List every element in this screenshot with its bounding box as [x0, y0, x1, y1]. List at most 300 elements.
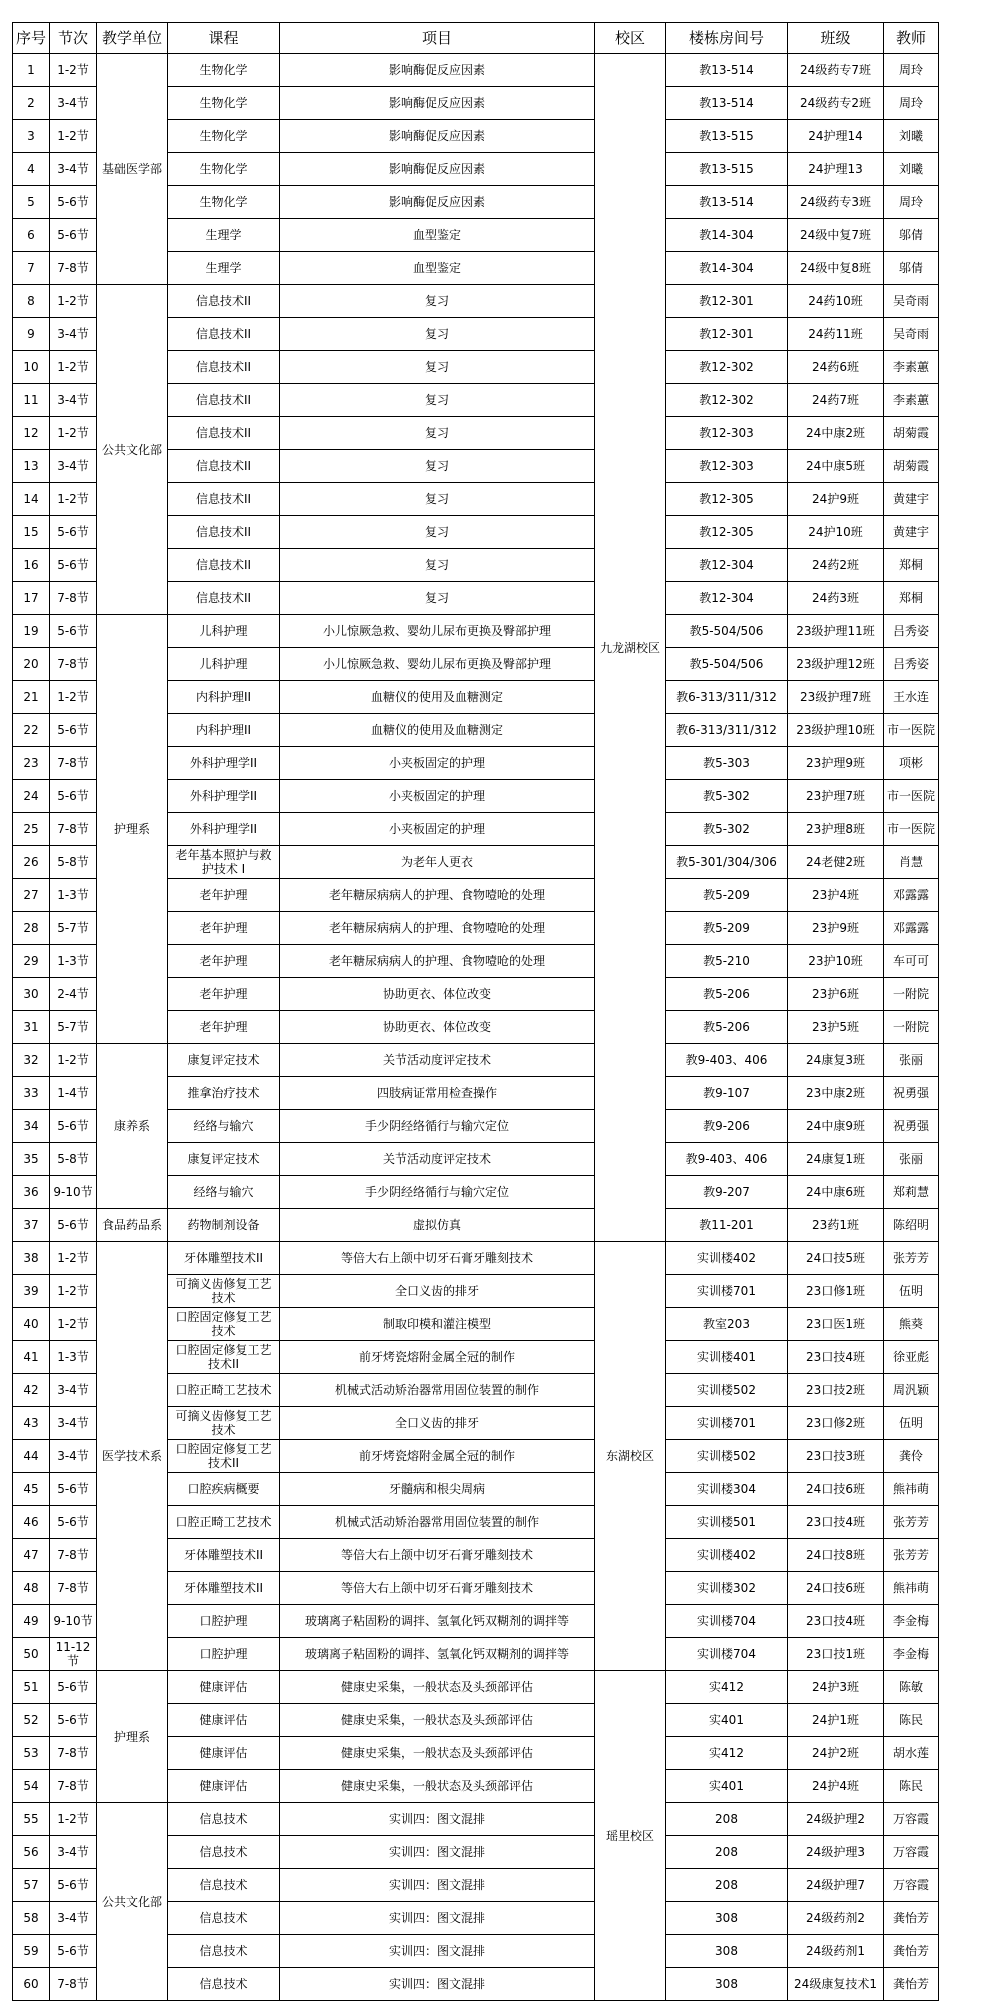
teacher-cell: 吴奇雨	[884, 285, 939, 318]
teacher-cell: 吕秀姿	[884, 648, 939, 681]
class-cell: 23护5班	[788, 1011, 884, 1044]
class-cell: 23护6班	[788, 978, 884, 1011]
room-cell: 实训楼502	[666, 1440, 788, 1473]
class-cell: 23护4班	[788, 879, 884, 912]
course-cell: 信息技术II	[168, 483, 280, 516]
teacher-cell: 陈民	[884, 1770, 939, 1803]
project-cell: 健康史采集，一般状态及头颈部评估	[280, 1671, 595, 1704]
class-cell: 24级中复7班	[788, 219, 884, 252]
project-cell: 小儿惊厥急救、婴幼儿尿布更换及臀部护理	[280, 615, 595, 648]
unit-cell: 康养系	[97, 1044, 168, 1209]
table-row	[13, 1803, 939, 1836]
project-cell: 复习	[280, 483, 595, 516]
room-cell: 教12-303	[666, 450, 788, 483]
project-cell: 实训四：图文混排	[280, 1869, 595, 1902]
period-cell: 5-8节	[50, 1143, 97, 1176]
teacher-cell: 张芳芳	[884, 1539, 939, 1572]
teacher-cell: 祝勇强	[884, 1077, 939, 1110]
class-cell: 24口技6班	[788, 1473, 884, 1506]
room-cell: 教5-206	[666, 978, 788, 1011]
period-cell: 3-4节	[50, 384, 97, 417]
class-cell: 24口技6班	[788, 1572, 884, 1605]
campus-cell: 东湖校区	[595, 1242, 666, 1671]
teacher-cell: 李素蕙	[884, 384, 939, 417]
period-cell: 1-2节	[50, 1803, 97, 1836]
room-cell: 教9-403、406	[666, 1044, 788, 1077]
project-cell: 复习	[280, 285, 595, 318]
header-unit: 教学单位	[97, 23, 168, 54]
class-cell: 24老健2班	[788, 846, 884, 879]
course-cell: 儿科护理	[168, 648, 280, 681]
seq-cell: 23	[13, 747, 50, 780]
schedule-table	[12, 22, 939, 2001]
period-cell: 7-8节	[50, 1770, 97, 1803]
course-cell: 外科护理学II	[168, 780, 280, 813]
project-cell: 制取印模和灌注模型	[280, 1308, 595, 1341]
project-cell: 协助更衣、体位改变	[280, 978, 595, 1011]
project-cell: 等倍大右上颌中切牙石膏牙雕刻技术	[280, 1242, 595, 1275]
course-cell: 经络与输穴	[168, 1110, 280, 1143]
room-cell: 教6-313/311/312	[666, 681, 788, 714]
room-cell: 教9-207	[666, 1176, 788, 1209]
project-cell: 影响酶促反应因素	[280, 186, 595, 219]
room-cell: 教5-303	[666, 747, 788, 780]
class-cell: 24护10班	[788, 516, 884, 549]
room-cell: 教5-302	[666, 780, 788, 813]
teacher-cell: 邓露露	[884, 879, 939, 912]
header-room: 楼栋房间号	[666, 23, 788, 54]
seq-cell: 29	[13, 945, 50, 978]
room-cell: 教13-514	[666, 186, 788, 219]
teacher-cell: 龚怡芳	[884, 1968, 939, 2001]
project-cell: 血型鉴定	[280, 252, 595, 285]
seq-cell: 43	[13, 1407, 50, 1440]
class-cell: 24护4班	[788, 1770, 884, 1803]
seq-cell: 55	[13, 1803, 50, 1836]
room-cell: 实训楼402	[666, 1242, 788, 1275]
course-cell: 可摘义齿修复工艺技术	[168, 1407, 280, 1440]
teacher-cell: 李金梅	[884, 1638, 939, 1671]
teacher-cell: 一附院	[884, 978, 939, 1011]
project-cell: 牙髓病和根尖周病	[280, 1473, 595, 1506]
room-cell: 教5-209	[666, 879, 788, 912]
course-cell: 儿科护理	[168, 615, 280, 648]
room-cell: 教13-515	[666, 153, 788, 186]
seq-cell: 39	[13, 1275, 50, 1308]
period-cell: 5-6节	[50, 1671, 97, 1704]
room-cell: 实训楼704	[666, 1605, 788, 1638]
class-cell: 24中康6班	[788, 1176, 884, 1209]
teacher-cell: 黄建宇	[884, 483, 939, 516]
course-cell: 口腔固定修复工艺技术	[168, 1308, 280, 1341]
course-cell: 老年护理	[168, 1011, 280, 1044]
teacher-cell: 刘曦	[884, 153, 939, 186]
class-cell: 24中康9班	[788, 1110, 884, 1143]
room-cell: 208	[666, 1803, 788, 1836]
seq-cell: 48	[13, 1572, 50, 1605]
project-cell: 小夹板固定的护理	[280, 780, 595, 813]
unit-cell: 医学技术系	[97, 1242, 168, 1671]
course-cell: 信息技术	[168, 1968, 280, 2001]
seq-cell: 4	[13, 153, 50, 186]
seq-cell: 3	[13, 120, 50, 153]
room-cell: 教6-313/311/312	[666, 714, 788, 747]
project-cell: 老年糖尿病病人的护理、食物噎呛的处理	[280, 879, 595, 912]
room-cell: 实训楼701	[666, 1407, 788, 1440]
teacher-cell: 张芳芳	[884, 1242, 939, 1275]
room-cell: 教12-304	[666, 582, 788, 615]
course-cell: 药物制剂设备	[168, 1209, 280, 1242]
room-cell: 教5-504/506	[666, 615, 788, 648]
teacher-cell: 伍明	[884, 1407, 939, 1440]
room-cell: 308	[666, 1935, 788, 1968]
seq-cell: 30	[13, 978, 50, 1011]
teacher-cell: 一附院	[884, 1011, 939, 1044]
course-cell: 老年护理	[168, 912, 280, 945]
project-cell: 等倍大右上颌中切牙石膏牙雕刻技术	[280, 1539, 595, 1572]
course-cell: 信息技术II	[168, 450, 280, 483]
period-cell: 3-4节	[50, 1407, 97, 1440]
project-cell: 虚拟仿真	[280, 1209, 595, 1242]
project-cell: 全口义齿的排牙	[280, 1275, 595, 1308]
seq-cell: 56	[13, 1836, 50, 1869]
room-cell: 208	[666, 1869, 788, 1902]
schedule-body	[13, 54, 939, 2001]
class-cell: 24级药剂1	[788, 1935, 884, 1968]
course-cell: 牙体雕塑技术II	[168, 1242, 280, 1275]
seq-cell: 47	[13, 1539, 50, 1572]
seq-cell: 53	[13, 1737, 50, 1770]
course-cell: 老年护理	[168, 978, 280, 1011]
header-seq: 序号	[13, 23, 50, 54]
header-teacher: 教师	[884, 23, 939, 54]
course-cell: 口腔护理	[168, 1638, 280, 1671]
seq-cell: 9	[13, 318, 50, 351]
period-cell: 1-3节	[50, 879, 97, 912]
class-cell: 23护9班	[788, 912, 884, 945]
seq-cell: 57	[13, 1869, 50, 1902]
room-cell: 教9-107	[666, 1077, 788, 1110]
class-cell: 23口技4班	[788, 1605, 884, 1638]
room-cell: 教13-514	[666, 54, 788, 87]
campus-cell: 瑶里校区	[595, 1671, 666, 2001]
class-cell: 24级药专7班	[788, 54, 884, 87]
room-cell: 208	[666, 1836, 788, 1869]
project-cell: 玻璃离子粘固粉的调拌、氢氧化钙双糊剂的调拌等	[280, 1638, 595, 1671]
course-cell: 生物化学	[168, 153, 280, 186]
teacher-cell: 张芳芳	[884, 1506, 939, 1539]
class-cell: 23口医1班	[788, 1308, 884, 1341]
teacher-cell: 万容霞	[884, 1836, 939, 1869]
teacher-cell: 龚怡芳	[884, 1935, 939, 1968]
project-cell: 前牙烤瓷熔附金属全冠的制作	[280, 1341, 595, 1374]
project-cell: 健康史采集，一般状态及头颈部评估	[280, 1737, 595, 1770]
teacher-cell: 周玲	[884, 54, 939, 87]
unit-cell: 食品药品系	[97, 1209, 168, 1242]
seq-cell: 15	[13, 516, 50, 549]
period-cell: 1-2节	[50, 120, 97, 153]
room-cell: 教14-304	[666, 252, 788, 285]
period-cell: 1-2节	[50, 1242, 97, 1275]
teacher-cell: 熊祎萌	[884, 1473, 939, 1506]
room-cell: 教室203	[666, 1308, 788, 1341]
period-cell: 1-2节	[50, 285, 97, 318]
teacher-cell: 张丽	[884, 1044, 939, 1077]
project-cell: 复习	[280, 351, 595, 384]
period-cell: 3-4节	[50, 1836, 97, 1869]
project-cell: 影响酶促反应因素	[280, 54, 595, 87]
room-cell: 教12-305	[666, 516, 788, 549]
room-cell: 教12-301	[666, 318, 788, 351]
seq-cell: 59	[13, 1935, 50, 1968]
class-cell: 24药11班	[788, 318, 884, 351]
class-cell: 24级护理2	[788, 1803, 884, 1836]
period-cell: 1-2节	[50, 417, 97, 450]
course-cell: 生物化学	[168, 120, 280, 153]
course-cell: 内科护理II	[168, 681, 280, 714]
class-cell: 24级药专2班	[788, 87, 884, 120]
class-cell: 23护理8班	[788, 813, 884, 846]
project-cell: 全口义齿的排牙	[280, 1407, 595, 1440]
teacher-cell: 周汎颖	[884, 1374, 939, 1407]
period-cell: 7-8节	[50, 1539, 97, 1572]
header-course: 课程	[168, 23, 280, 54]
course-cell: 生理学	[168, 219, 280, 252]
period-cell: 1-2节	[50, 351, 97, 384]
room-cell: 308	[666, 1968, 788, 2001]
project-cell: 小夹板固定的护理	[280, 813, 595, 846]
course-cell: 口腔护理	[168, 1605, 280, 1638]
course-cell: 口腔正畸工艺技术	[168, 1374, 280, 1407]
unit-cell: 公共文化部	[97, 1803, 168, 2001]
course-cell: 老年护理	[168, 945, 280, 978]
period-cell: 5-8节	[50, 846, 97, 879]
header-period: 节次	[50, 23, 97, 54]
seq-cell: 49	[13, 1605, 50, 1638]
teacher-cell: 祝勇强	[884, 1110, 939, 1143]
project-cell: 健康史采集，一般状态及头颈部评估	[280, 1704, 595, 1737]
teacher-cell: 李金梅	[884, 1605, 939, 1638]
project-cell: 小夹板固定的护理	[280, 747, 595, 780]
project-cell: 复习	[280, 516, 595, 549]
course-cell: 信息技术II	[168, 384, 280, 417]
period-cell: 5-6节	[50, 1869, 97, 1902]
room-cell: 教5-504/506	[666, 648, 788, 681]
room-cell: 教5-210	[666, 945, 788, 978]
course-cell: 健康评估	[168, 1671, 280, 1704]
course-cell: 生物化学	[168, 54, 280, 87]
teacher-cell: 市一医院	[884, 714, 939, 747]
project-cell: 为老年人更衣	[280, 846, 595, 879]
class-cell: 24药3班	[788, 582, 884, 615]
project-cell: 关节活动度评定技术	[280, 1143, 595, 1176]
teacher-cell: 胡菊霞	[884, 417, 939, 450]
room-cell: 实412	[666, 1737, 788, 1770]
course-cell: 康复评定技术	[168, 1044, 280, 1077]
course-cell: 口腔固定修复工艺技术II	[168, 1440, 280, 1473]
room-cell: 实训楼401	[666, 1341, 788, 1374]
course-cell: 老年护理	[168, 879, 280, 912]
class-cell: 24口技8班	[788, 1539, 884, 1572]
class-cell: 23护理7班	[788, 780, 884, 813]
seq-cell: 26	[13, 846, 50, 879]
room-cell: 教13-514	[666, 87, 788, 120]
seq-cell: 31	[13, 1011, 50, 1044]
room-cell: 教12-305	[666, 483, 788, 516]
project-cell: 小儿惊厥急救、婴幼儿尿布更换及臀部护理	[280, 648, 595, 681]
period-cell: 1-2节	[50, 681, 97, 714]
project-cell: 前牙烤瓷熔附金属全冠的制作	[280, 1440, 595, 1473]
seq-cell: 45	[13, 1473, 50, 1506]
teacher-cell: 胡水莲	[884, 1737, 939, 1770]
class-cell: 24级中复8班	[788, 252, 884, 285]
seq-cell: 22	[13, 714, 50, 747]
course-cell: 外科护理学II	[168, 813, 280, 846]
period-cell: 7-8节	[50, 813, 97, 846]
class-cell: 24口技5班	[788, 1242, 884, 1275]
course-cell: 可摘义齿修复工艺技术	[168, 1275, 280, 1308]
seq-cell: 32	[13, 1044, 50, 1077]
class-cell: 24护3班	[788, 1671, 884, 1704]
class-cell: 23级护理10班	[788, 714, 884, 747]
course-cell: 内科护理II	[168, 714, 280, 747]
room-cell: 教13-515	[666, 120, 788, 153]
course-cell: 健康评估	[168, 1737, 280, 1770]
class-cell: 24护2班	[788, 1737, 884, 1770]
project-cell: 关节活动度评定技术	[280, 1044, 595, 1077]
unit-cell: 护理系	[97, 1671, 168, 1803]
teacher-cell: 项彬	[884, 747, 939, 780]
period-cell: 3-4节	[50, 1440, 97, 1473]
room-cell: 308	[666, 1902, 788, 1935]
course-cell: 经络与输穴	[168, 1176, 280, 1209]
class-cell: 24康复3班	[788, 1044, 884, 1077]
seq-cell: 21	[13, 681, 50, 714]
header-row	[13, 23, 939, 54]
seq-cell: 7	[13, 252, 50, 285]
seq-cell: 28	[13, 912, 50, 945]
project-cell: 影响酶促反应因素	[280, 87, 595, 120]
period-cell: 7-8节	[50, 1572, 97, 1605]
seq-cell: 37	[13, 1209, 50, 1242]
seq-cell: 44	[13, 1440, 50, 1473]
room-cell: 实401	[666, 1704, 788, 1737]
project-cell: 等倍大右上颌中切牙石膏牙雕刻技术	[280, 1572, 595, 1605]
course-cell: 信息技术	[168, 1902, 280, 1935]
course-cell: 牙体雕塑技术II	[168, 1572, 280, 1605]
project-cell: 手少阴经络循行与输穴定位	[280, 1176, 595, 1209]
seq-cell: 6	[13, 219, 50, 252]
class-cell: 24护理14	[788, 120, 884, 153]
course-cell: 信息技术II	[168, 351, 280, 384]
seq-cell: 20	[13, 648, 50, 681]
class-cell: 24药2班	[788, 549, 884, 582]
room-cell: 教12-302	[666, 384, 788, 417]
project-cell: 四肢病证常用检查操作	[280, 1077, 595, 1110]
class-cell: 23口修2班	[788, 1407, 884, 1440]
period-cell: 5-6节	[50, 714, 97, 747]
class-cell: 24级药专3班	[788, 186, 884, 219]
room-cell: 实训楼302	[666, 1572, 788, 1605]
class-cell: 23口技3班	[788, 1440, 884, 1473]
teacher-cell: 徐亚彪	[884, 1341, 939, 1374]
room-cell: 教9-403、406	[666, 1143, 788, 1176]
course-cell: 信息技术II	[168, 516, 280, 549]
teacher-cell: 张丽	[884, 1143, 939, 1176]
seq-cell: 50	[13, 1638, 50, 1671]
seq-cell: 2	[13, 87, 50, 120]
teacher-cell: 陈敏	[884, 1671, 939, 1704]
teacher-cell: 陈民	[884, 1704, 939, 1737]
class-cell: 24护1班	[788, 1704, 884, 1737]
course-cell: 老年基本照护与救护技术 I	[168, 846, 280, 879]
course-cell: 健康评估	[168, 1704, 280, 1737]
teacher-cell: 李素蕙	[884, 351, 939, 384]
teacher-cell: 胡菊霞	[884, 450, 939, 483]
class-cell: 24级护理7	[788, 1869, 884, 1902]
teacher-cell: 邬倩	[884, 252, 939, 285]
teacher-cell: 万容霞	[884, 1869, 939, 1902]
header-project: 项目	[280, 23, 595, 54]
teacher-cell: 黄建宇	[884, 516, 939, 549]
seq-cell: 14	[13, 483, 50, 516]
header-campus: 校区	[595, 23, 666, 54]
room-cell: 教11-201	[666, 1209, 788, 1242]
project-cell: 复习	[280, 417, 595, 450]
class-cell: 23药1班	[788, 1209, 884, 1242]
period-cell: 5-6节	[50, 780, 97, 813]
period-cell: 5-6节	[50, 1473, 97, 1506]
teacher-cell: 肖慧	[884, 846, 939, 879]
course-cell: 信息技术	[168, 1836, 280, 1869]
project-cell: 复习	[280, 318, 595, 351]
project-cell: 影响酶促反应因素	[280, 120, 595, 153]
room-cell: 实训楼501	[666, 1506, 788, 1539]
seq-cell: 1	[13, 54, 50, 87]
course-cell: 信息技术	[168, 1935, 280, 1968]
teacher-cell: 市一医院	[884, 813, 939, 846]
teacher-cell: 熊葵	[884, 1308, 939, 1341]
teacher-cell: 刘曦	[884, 120, 939, 153]
room-cell: 实训楼402	[666, 1539, 788, 1572]
teacher-cell: 龚伶	[884, 1440, 939, 1473]
seq-cell: 51	[13, 1671, 50, 1704]
table-row	[13, 1242, 939, 1275]
class-cell: 23口技4班	[788, 1341, 884, 1374]
project-cell: 影响酶促反应因素	[280, 153, 595, 186]
seq-cell: 24	[13, 780, 50, 813]
project-cell: 实训四：图文混排	[280, 1935, 595, 1968]
project-cell: 复习	[280, 384, 595, 417]
course-cell: 健康评估	[168, 1770, 280, 1803]
class-cell: 23口技4班	[788, 1506, 884, 1539]
room-cell: 教5-206	[666, 1011, 788, 1044]
room-cell: 教12-302	[666, 351, 788, 384]
period-cell: 5-6节	[50, 1704, 97, 1737]
teacher-cell: 郑桐	[884, 549, 939, 582]
course-cell: 信息技术	[168, 1803, 280, 1836]
room-cell: 实训楼704	[666, 1638, 788, 1671]
course-cell: 口腔正畸工艺技术	[168, 1506, 280, 1539]
room-cell: 教12-301	[666, 285, 788, 318]
project-cell: 血糖仪的使用及血糖测定	[280, 714, 595, 747]
period-cell: 1-3节	[50, 945, 97, 978]
period-cell: 1-2节	[50, 1044, 97, 1077]
course-cell: 外科护理学II	[168, 747, 280, 780]
table-row	[13, 54, 939, 87]
period-cell: 7-8节	[50, 1737, 97, 1770]
period-cell: 1-3节	[50, 1341, 97, 1374]
